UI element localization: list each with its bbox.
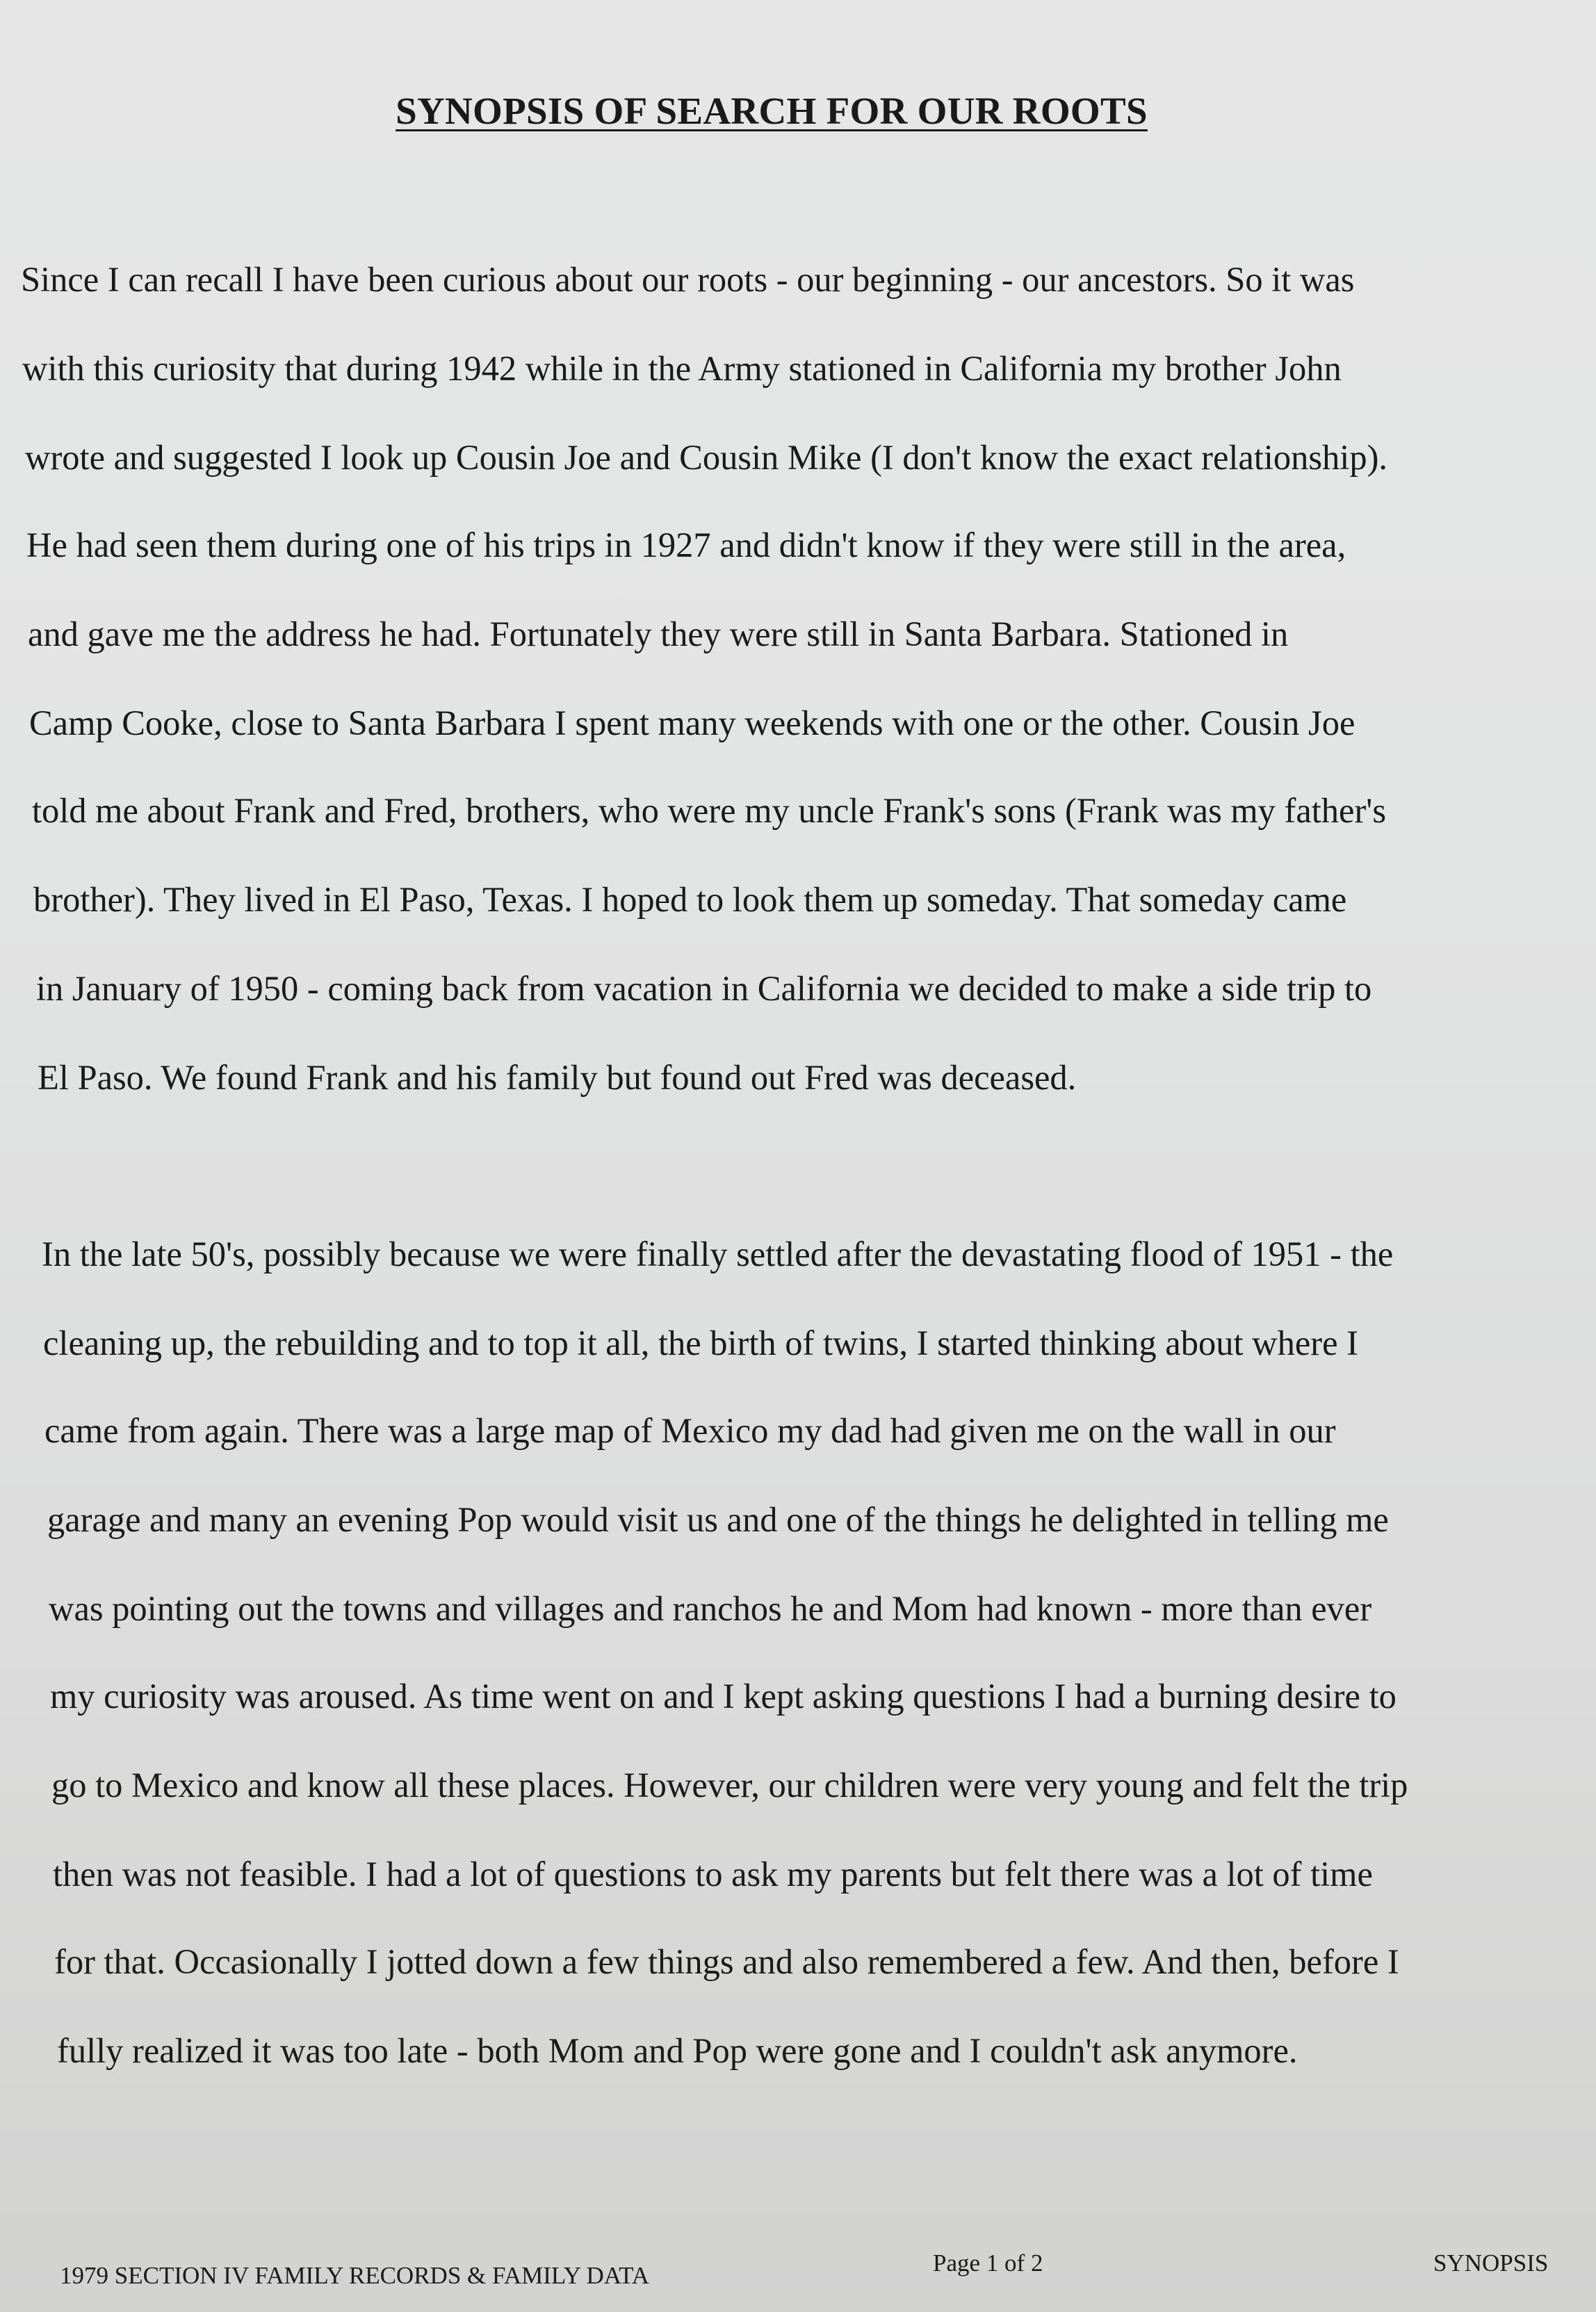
- text-line: came from again. There was a large map of Mexico my dad had given me on the wall in our: [44, 1411, 1336, 1450]
- text-line: El Paso. We found Frank and his family but found out Fred was deceased.: [38, 1058, 1077, 1097]
- footer-section-label: 1979 SECTION IV FAMILY RECORDS & FAMILY DATA: [60, 2262, 650, 2289]
- text-line: with this curiosity that during 1942 while in the Army stationed in California my brother John: [22, 349, 1342, 388]
- page-number: Page 1 of 2: [933, 2249, 1043, 2277]
- text-line: garage and many an evening Pop would visit us and one of the things he delighted in telling me: [47, 1500, 1389, 1539]
- text-line: brother). They lived in El Paso, Texas. I hoped to look them up someday. That someday came: [33, 880, 1347, 919]
- text-line: go to Mexico and know all these places. However, our children were very young and felt the trip: [51, 1766, 1408, 1805]
- text-line: and gave me the address he had. Fortunately they were still in Santa Barbara. Stationed in: [28, 614, 1289, 653]
- footer-document-label: SYNOPSIS: [1433, 2249, 1549, 2277]
- text-line: in January of 1950 - coming back from vacation in California we decided to make a side trip to: [36, 969, 1372, 1008]
- text-line: for that. Occasionally I jotted down a few things and also remembered a few. And then, before I: [54, 1942, 1399, 1981]
- document-title: SYNOPSIS OF SEARCH FOR OUR ROOTS: [396, 90, 1148, 132]
- text-line: Camp Cooke, close to Santa Barbara I spent many weekends with one or the other. Cousin Joe: [29, 703, 1355, 742]
- text-line: my curiosity was aroused. As time went on and I kept asking questions I had a burning desire to: [50, 1677, 1396, 1716]
- text-line: Since I can recall I have been curious about our roots - our beginning - our ancestors. So it was: [21, 260, 1355, 299]
- text-line: then was not feasible. I had a lot of questions to ask my parents but felt there was a lot of time: [53, 1855, 1373, 1894]
- text-line: told me about Frank and Fred, brothers, who were my uncle Frank's sons (Frank was my father's: [32, 791, 1387, 830]
- text-line: In the late 50's, possibly because we were finally settled after the devastating flood of 1951 - the: [42, 1235, 1394, 1273]
- text-line: was pointing out the towns and villages and ranchos he and Mom had known - more than ever: [49, 1589, 1372, 1628]
- text-line: cleaning up, the rebuilding and to top it all, the birth of twins, I started thinking about where I: [43, 1324, 1358, 1362]
- text-line: fully realized it was too late - both Mom and Pop were gone and I couldn't ask anymore.: [57, 2031, 1298, 2070]
- text-line: wrote and suggested I look up Cousin Joe and Cousin Mike (I don't know the exact relationship).: [25, 438, 1388, 477]
- text-line: He had seen them during one of his trips in 1927 and didn't know if they were still in the area,: [26, 526, 1346, 564]
